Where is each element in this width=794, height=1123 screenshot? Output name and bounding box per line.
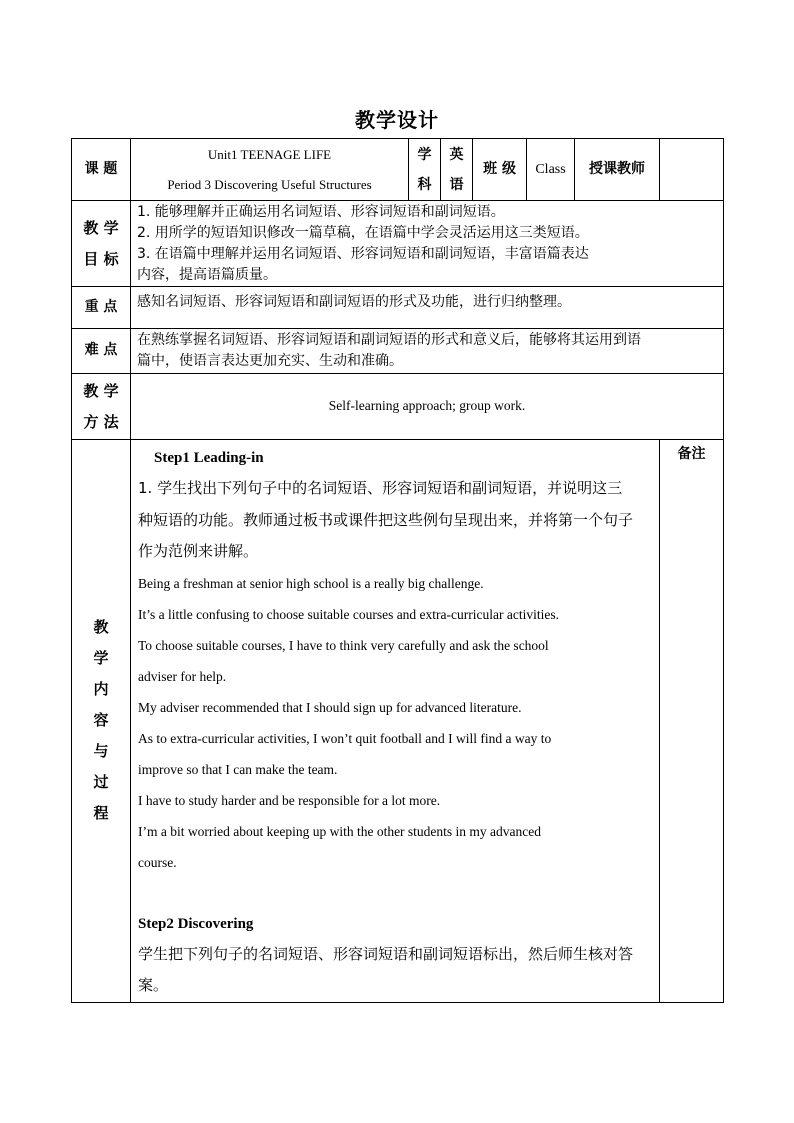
example-sentence: I’m a bit worried about keeping up with the other students in my advanced (138, 823, 542, 839)
course-period: Period 3 Discovering Useful Structures (167, 176, 372, 192)
process-content (131, 440, 660, 1003)
key-points-row (72, 287, 724, 329)
example-sentence: adviser for help. (138, 668, 227, 684)
example-sentence: As to extra-curricular activities, I won’t quit football and I will find a way to (138, 730, 552, 746)
goals-label: 教 学 目 标 (72, 201, 131, 287)
key-points-label: 重 点 (72, 287, 131, 329)
methods-label: 教 学 方 法 (72, 374, 131, 440)
step2-instruction: 案。 (138, 976, 169, 994)
difficulties-label: 难 点 (72, 329, 131, 374)
example-sentence: My adviser recommended that I should sign up for advanced literature. (138, 699, 522, 715)
example-sentence: improve so that I can make the team. (138, 761, 338, 777)
class-value: Class (527, 139, 575, 201)
step1-title: Step1 Leading-in (154, 450, 264, 466)
methods-row (72, 374, 724, 440)
lesson-plan-table (71, 138, 724, 1003)
teacher-value (660, 139, 724, 201)
step2-instruction: 学生把下列句子的名词短语、形容词短语和副词短语标出，然后师生核对答 (138, 944, 634, 963)
example-sentence: It’s a little confusing to choose suitable courses and extra-curricular activities. (138, 606, 559, 622)
course-unit: Unit1 TEENAGE LIFE (207, 146, 332, 162)
step1-instruction: 1. 学生找出下列句子中的名词短语、形容词短语和副词短语，并说明这三 (138, 479, 623, 497)
example-sentence: I have to study harder and be responsible for a lot more. (138, 792, 441, 808)
subject-value: 英 语 (441, 139, 473, 201)
step1-instruction: 种短语的功能。教师通过板书或课件把这些例句呈现出来，并将第一个句子 (138, 510, 634, 529)
subject-label: 学 科 (409, 139, 441, 201)
goals-row (72, 201, 724, 287)
difficulties-content: 在熟练掌握名词短语、形容词短语和副词短语的形式和意义后，能够将其运用到语 篇中，使语言表达更加充实、生动和准确。 (131, 329, 724, 374)
goals-content (131, 201, 724, 287)
header-row (72, 139, 724, 201)
step2-title: Step2 Discovering (138, 915, 254, 932)
goal-item: 3. 在语篇中理解并运用名词短语、形容词短语和副词短语，丰富语篇表达 (137, 246, 589, 262)
key-points-text: 感知名词短语、形容词短语和副词短语的形式及功能，进行归纳整理。 (131, 287, 724, 329)
goal-item: 1. 能够理解并正确运用名词短语、形容词短语和副词短语。 (137, 204, 505, 220)
class-label: 班 级 (473, 139, 527, 201)
spacer (138, 878, 652, 910)
example-sentence: To choose suitable courses, I have to think very carefully and ask the school (138, 637, 549, 653)
example-sentence: course. (138, 854, 177, 870)
process-label: 教 学 内 容 与 过 程 (72, 440, 131, 1003)
step1-instruction: 作为范例来讲解。 (138, 542, 259, 560)
course-cell (131, 139, 409, 201)
process-row (72, 440, 724, 1003)
difficulties-row (72, 329, 724, 374)
remark-label: 备注 (660, 440, 724, 1003)
course-label: 课 题 (72, 139, 131, 201)
methods-text: Self-learning approach; group work. (131, 374, 724, 440)
example-sentence: Being a freshman at senior high school is a really big challenge. (138, 575, 484, 591)
document-title: 教学设计 (355, 108, 439, 132)
goal-item: 内容，提高语篇质量。 (137, 267, 277, 283)
goal-item: 2. 用所学的短语知识修改一篇草稿，在语篇中学会灵活运用这三类短语。 (137, 225, 589, 241)
teacher-label: 授课教师 (575, 139, 660, 201)
